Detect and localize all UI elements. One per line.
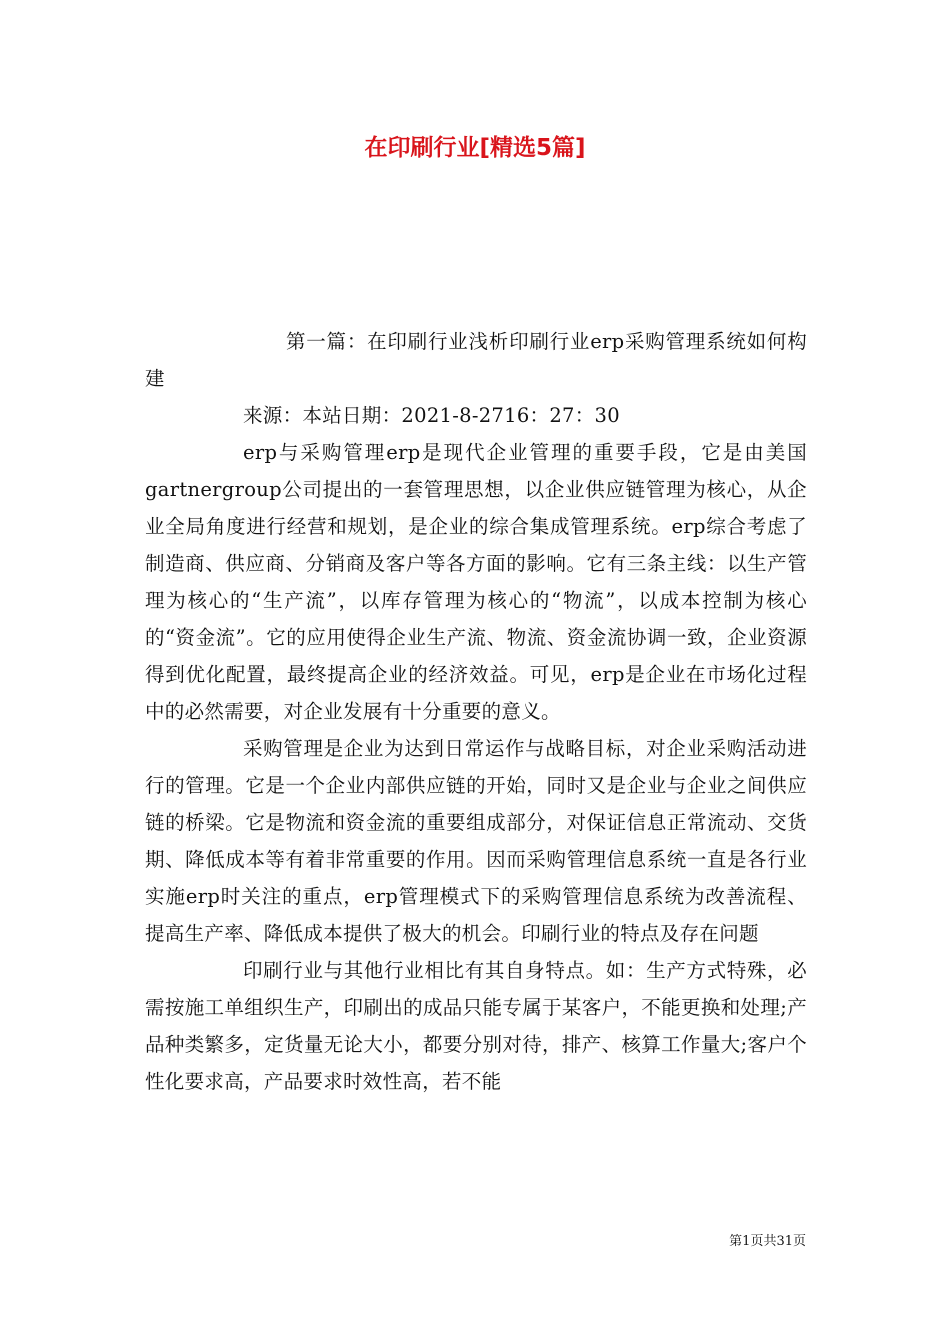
- document-body: [145, 323, 807, 1100]
- source-date-line: 来源：本站日期：2021-8-2716：27：30: [243, 404, 620, 427]
- page-number-footer: 第1页共31页: [729, 1234, 806, 1249]
- body-paragraph: erp与采购管理erp是现代企业管理的重要手段，它是由美国gartnergroup公司提出的一套管理思想，以企业供应链管理为核心，从企业全局角度进行经营和规划，是企业的综合集成管理系统。erp综合考虑了制造商、供应商、分销商及客户等各方面的影响。它有三条主线：以生产管理为核心的“生产流”，以库存管理为核心的“物流”，以成本控制为核心的“资金流”。它的应用使得企业生产流、物流、资金流协调一致，企业资源得到优化配置，最终提高企业的经济效益。可见，erp是企业在市场化过程中的必然需要，对企业发展有十分重要的意义。: [145, 441, 807, 723]
- document-title: 在印刷行业[精选5篇]: [364, 135, 586, 161]
- section-heading: 第一篇：在印刷行业浅析印刷行业erp采购管理系统如何构建: [145, 330, 807, 390]
- body-paragraph: 印刷行业与其他行业相比有其自身特点。如：生产方式特殊，必需按施工单组织生产，印刷出的成品只能专属于某客户，不能更换和处理;产品种类繁多，定货量无论大小，都要分别对待，排产、核算工作量大;客户个性化要求高，产品要求时效性高，若不能: [145, 959, 807, 1093]
- body-paragraph: 采购管理是企业为达到日常运作与战略目标，对企业采购活动进行的管理。它是一个企业内部供应链的开始，同时又是企业与企业之间供应链的桥梁。它是物流和资金流的重要组成部分，对保证信息正常流动、交货期、降低成本等有着非常重要的作用。因而采购管理信息系统一直是各行业实施erp时关注的重点，erp管理模式下的采购管理信息系统为改善流程、提高生产率、降低成本提供了极大的机会。印刷行业的特点及存在问题: [145, 737, 807, 945]
